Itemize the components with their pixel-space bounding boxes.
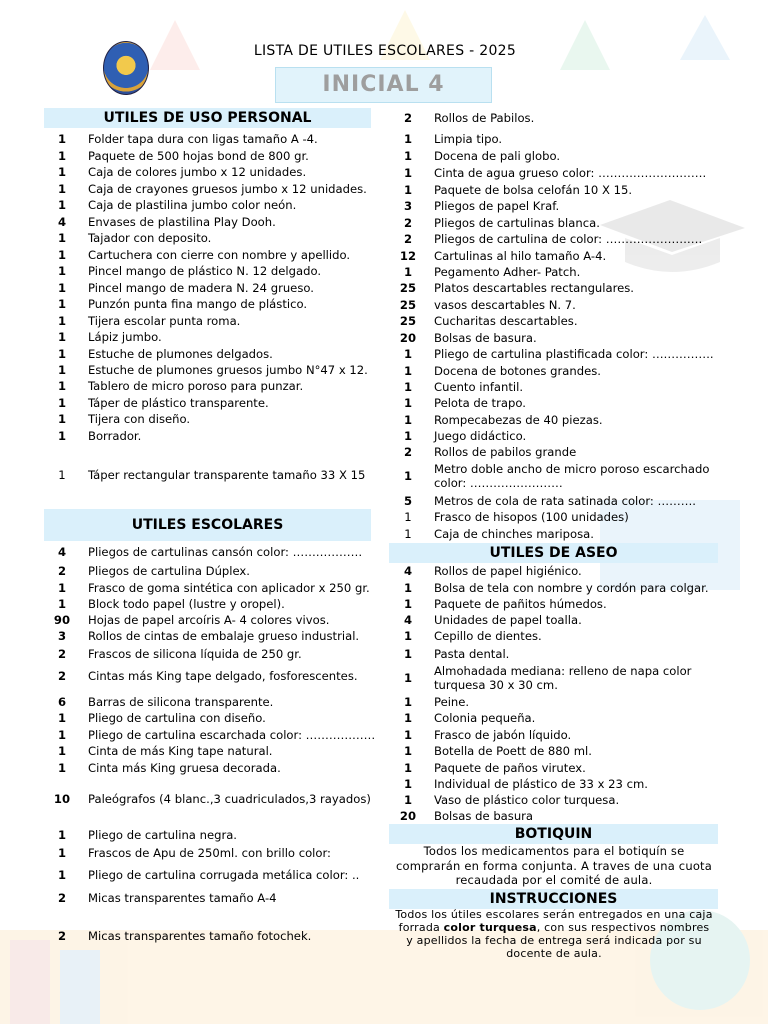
- item-quantity: 1: [57, 728, 67, 742]
- list-item: [48, 378, 378, 394]
- item-description: Peine.: [434, 695, 470, 709]
- item-description: Frasco de hisopos (100 unidades): [434, 510, 629, 524]
- item-description: Rollos de cintas de embalaje grueso industrial.: [88, 629, 360, 643]
- item-quantity: 1: [57, 868, 67, 882]
- item-quantity: 1: [403, 629, 413, 643]
- item-description: Paquete de paños virutex.: [434, 761, 586, 775]
- item-quantity: 1: [57, 165, 67, 179]
- list-item: [394, 313, 719, 329]
- list-item: [394, 363, 719, 379]
- section-heading-escolares: UTILES ESCOLARES: [44, 509, 371, 541]
- item-quantity: 5: [403, 494, 413, 508]
- item-description: Caja de chinches mariposa.: [434, 527, 594, 541]
- list-item: [394, 198, 719, 214]
- item-quantity: 4: [57, 545, 67, 559]
- item-quantity: 12: [399, 249, 417, 263]
- item-quantity: 10: [53, 792, 71, 806]
- instrucciones-text-bold: color turquesa: [443, 921, 537, 934]
- item-quantity: 1: [57, 396, 67, 410]
- item-quantity: 2: [403, 216, 413, 230]
- item-quantity: 20: [399, 809, 417, 823]
- item-quantity: 6: [57, 695, 67, 709]
- item-quantity: 1: [403, 793, 413, 807]
- item-quantity: 1: [57, 429, 67, 443]
- item-description: Cepillo de dientes.: [434, 629, 542, 643]
- item-description: Cinta de agua grueso color: ……………………….: [434, 166, 707, 180]
- item-description: Bolsas de basura.: [434, 331, 537, 345]
- list-item: [394, 148, 719, 164]
- item-description: Caja de colores jumbo x 12 unidades.: [88, 165, 307, 179]
- list-item: [48, 181, 378, 197]
- item-description: Platos descartables rectangulares.: [434, 281, 634, 295]
- list-item: [48, 467, 378, 483]
- item-quantity: 1: [57, 581, 67, 595]
- list-item: [394, 428, 719, 444]
- list-item: [394, 628, 719, 644]
- list-item: [394, 526, 719, 542]
- list-item: [394, 694, 719, 710]
- list-item: [48, 428, 378, 444]
- list-item: [48, 148, 378, 164]
- item-description: Cartuchera con cierre con nombre y apellido.: [88, 248, 351, 262]
- item-description: Tijera con diseño.: [88, 412, 191, 426]
- item-description: Tajador con deposito.: [88, 231, 212, 245]
- item-quantity: 1: [403, 647, 413, 661]
- item-description: Táper rectangular transparente tamaño 33 X 15: [88, 468, 366, 482]
- list-item: [48, 646, 378, 662]
- list-item: [48, 197, 378, 213]
- item-quantity: 1: [403, 581, 413, 595]
- item-quantity: 1: [403, 597, 413, 611]
- list-item: [394, 110, 719, 126]
- list-item: [48, 280, 378, 296]
- list-item: [48, 928, 378, 944]
- item-quantity: 90: [53, 613, 71, 627]
- list-item: [394, 264, 719, 280]
- item-description: Limpia tipo.: [434, 132, 503, 146]
- item-quantity: 4: [57, 215, 67, 229]
- item-description: vasos descartables N. 7.: [434, 298, 576, 312]
- item-quantity: 1: [403, 777, 413, 791]
- item-description: Cinta más King gruesa decorada.: [88, 761, 281, 775]
- item-quantity: 1: [57, 828, 67, 842]
- list-item: [48, 411, 378, 427]
- item-description: Pliegos de cartulina Dúplex.: [88, 564, 250, 578]
- item-description: Hojas de papel arcoíris A- 4 colores vivos.: [88, 613, 330, 627]
- item-description: Paquete de pañitos húmedos.: [434, 597, 607, 611]
- item-quantity: 1: [404, 527, 412, 541]
- list-item: [394, 131, 719, 147]
- item-quantity: 2: [57, 669, 67, 683]
- item-quantity: 1: [404, 510, 412, 524]
- school-logo: [103, 41, 149, 95]
- item-description: Estuche de plumones gruesos jumbo N°47 x 12.: [88, 363, 368, 377]
- item-quantity: 1: [57, 314, 67, 328]
- item-description: Metros de cola de rata satinada color: ……….: [434, 494, 696, 508]
- item-quantity: 25: [399, 298, 417, 312]
- item-quantity: 1: [403, 132, 413, 146]
- item-quantity: 1: [57, 132, 67, 146]
- list-item: [48, 346, 378, 362]
- item-description: Pasta dental.: [434, 647, 510, 661]
- item-quantity: 1: [403, 347, 413, 361]
- list-item: [394, 248, 719, 264]
- item-quantity: 1: [57, 198, 67, 212]
- list-item: [394, 563, 719, 579]
- item-description: Paquete de 500 hojas bond de 800 gr.: [88, 149, 309, 163]
- item-description: Tijera escolar punta roma.: [88, 314, 241, 328]
- item-description: Paleógrafos (4 blanc.,3 cuadriculados,3 rayados): [88, 792, 371, 806]
- list-item: [48, 612, 378, 628]
- list-item: [48, 263, 378, 279]
- list-item: [394, 808, 719, 824]
- item-description: Bolsa de tela con nombre y cordón para colgar.: [434, 581, 709, 595]
- item-quantity: 1: [57, 231, 67, 245]
- item-quantity: 1: [403, 695, 413, 709]
- item-description: Juego didáctico.: [434, 429, 527, 443]
- list-item: [48, 329, 378, 345]
- item-description: Pliego de cartulina corrugada metálica color: ..: [88, 868, 360, 882]
- item-description: Cartulinas al hilo tamaño A-4.: [434, 249, 607, 263]
- item-quantity: 1: [403, 166, 413, 180]
- item-description: Almohadada mediana: relleno de napa color turquesa 30 x 30 cm.: [434, 664, 692, 692]
- item-description: Caja de crayones gruesos jumbo x 12 unidades.: [88, 182, 367, 196]
- list-item: [394, 460, 719, 492]
- item-description: Pliegos de cartulinas blanca.: [434, 216, 600, 230]
- item-description: Tablero de micro poroso para punzar.: [88, 379, 304, 393]
- list-item: [394, 612, 719, 628]
- section-heading-aseo: UTILES DE ASEO: [389, 543, 718, 563]
- item-quantity: 1: [57, 281, 67, 295]
- item-description: Envases de plastilina Play Dooh.: [88, 215, 276, 229]
- item-description: Frasco de jabón líquido.: [434, 728, 572, 742]
- item-description: Individual de plástico de 33 x 23 cm.: [434, 777, 648, 791]
- item-description: Cinta de más King tape natural.: [88, 744, 273, 758]
- item-description: Frascos de Apu de 250ml. con brillo color:: [88, 846, 331, 860]
- list-item: [48, 867, 378, 883]
- list-item: [394, 182, 719, 198]
- list-item: [48, 743, 378, 759]
- list-item: [394, 444, 719, 460]
- list-item: [394, 297, 719, 313]
- item-quantity: 1: [403, 413, 413, 427]
- section-heading-personal: UTILES DE USO PERSONAL: [44, 108, 371, 128]
- list-item: [48, 727, 378, 743]
- item-quantity: 1: [57, 711, 67, 725]
- list-item: [394, 662, 719, 694]
- item-quantity: 1: [57, 264, 67, 278]
- item-description: Pliegos de papel Kraf.: [434, 199, 560, 213]
- list-item: [48, 791, 378, 807]
- item-description: Metro doble ancho de micro poroso escarchado color: ……………………: [434, 462, 710, 490]
- item-quantity: 2: [403, 111, 413, 125]
- list-item: [394, 792, 719, 808]
- list-item: [394, 346, 719, 362]
- list-item: [394, 580, 719, 596]
- list-item: [394, 412, 719, 428]
- item-description: Estuche de plumones delgados.: [88, 347, 273, 361]
- item-quantity: 1: [403, 396, 413, 410]
- item-description: Pliego de cartulina con diseño.: [88, 711, 266, 725]
- list-item: [48, 628, 378, 644]
- botiquin-text: Todos los medicamentos para el botiquín se comprarán en forma conjunta. A traves de una cuota recaudada por el comité de aula.: [395, 844, 713, 887]
- item-quantity: 2: [403, 445, 413, 459]
- item-description: Cintas más King tape delgado, fosforescentes.: [88, 669, 358, 683]
- document-title: LISTA DE UTILES ESCOLARES - 2025: [253, 43, 517, 59]
- item-description: Cuento infantil.: [434, 380, 524, 394]
- list-item: [48, 668, 378, 684]
- item-description: Docena de pali globo.: [434, 149, 561, 163]
- item-quantity: 4: [403, 564, 413, 578]
- item-description: Pliego de cartulina negra.: [88, 828, 237, 842]
- item-description: Rollos de Pabilos.: [434, 111, 535, 125]
- item-quantity: 2: [57, 929, 67, 943]
- instrucciones-text: [395, 908, 713, 960]
- item-description: Frasco de goma sintética con aplicador x 250 gr.: [88, 581, 370, 595]
- item-description: Colonia pequeña.: [434, 711, 536, 725]
- list-item: [394, 231, 719, 247]
- list-item: [394, 379, 719, 395]
- level-title: INICIAL 4: [275, 67, 492, 103]
- item-quantity: 1: [403, 761, 413, 775]
- item-description: Pliego de cartulina escarchada color: ………………: [88, 728, 376, 742]
- list-item: [394, 646, 719, 662]
- section-heading-instrucciones: INSTRUCCIONES: [389, 889, 718, 909]
- item-description: Botella de Poett de 880 ml.: [434, 744, 592, 758]
- list-item: [48, 395, 378, 411]
- item-description: Pliegos de cartulina de color: …………………….: [434, 232, 703, 246]
- list-item: [394, 330, 719, 346]
- list-item: [394, 760, 719, 776]
- list-item: [48, 544, 378, 560]
- item-quantity: 1: [403, 711, 413, 725]
- item-quantity: 1: [403, 429, 413, 443]
- list-item: [394, 509, 719, 525]
- list-item: [48, 563, 378, 579]
- item-description: Borrador.: [88, 429, 142, 443]
- item-description: Rollos de papel higiénico.: [434, 564, 582, 578]
- list-item: [48, 580, 378, 596]
- list-item: [394, 596, 719, 612]
- item-quantity: 2: [403, 232, 413, 246]
- item-quantity: 1: [403, 364, 413, 378]
- item-description: Micas transparentes tamaño fotochek.: [88, 929, 312, 943]
- list-item: [48, 362, 378, 378]
- item-quantity: 1: [57, 412, 67, 426]
- item-quantity: 2: [57, 891, 67, 905]
- item-description: Unidades de papel toalla.: [434, 613, 582, 627]
- item-description: Bolsas de basura: [434, 809, 534, 823]
- item-description: Vaso de plástico color turquesa.: [434, 793, 620, 807]
- section-heading-botiquin: BOTIQUIN: [389, 824, 718, 844]
- item-description: Lápiz jumbo.: [88, 330, 162, 344]
- list-item: [48, 710, 378, 726]
- list-item: [394, 776, 719, 792]
- list-item: [48, 760, 378, 776]
- item-description: Pincel mango de plástico N. 12 delgado.: [88, 264, 322, 278]
- item-quantity: 1: [403, 380, 413, 394]
- item-description: Frascos de silicona líquida de 250 gr.: [88, 647, 302, 661]
- item-description: Rollos de pabilos grande: [434, 445, 577, 459]
- item-description: Pliego de cartulina plastificada color: …………….: [434, 347, 714, 361]
- item-quantity: 1: [57, 347, 67, 361]
- list-item: [48, 694, 378, 710]
- item-quantity: 1: [57, 379, 67, 393]
- item-quantity: 1: [57, 597, 67, 611]
- item-quantity: 3: [403, 199, 413, 213]
- item-quantity: 1: [403, 744, 413, 758]
- list-item: [48, 247, 378, 263]
- list-item: [48, 827, 378, 843]
- list-item: [394, 165, 719, 181]
- item-description: Rompecabezas de 40 piezas.: [434, 413, 603, 427]
- item-quantity: 20: [399, 331, 417, 345]
- item-description: Pegamento Adher- Patch.: [434, 265, 581, 279]
- item-description: Micas transparentes tamaño A-4: [88, 891, 277, 905]
- item-description: Caja de plastilina jumbo color neón.: [88, 198, 297, 212]
- instrucciones-text-after: , con sus respectivos nombres y apellidos la fecha de entrega será indicada por su docente de aula.: [406, 921, 710, 960]
- item-quantity: 1: [58, 468, 66, 482]
- item-description: Folder tapa dura con ligas tamaño A -4.: [88, 132, 318, 146]
- item-quantity: 1: [57, 744, 67, 758]
- item-description: Táper de plástico transparente.: [88, 396, 269, 410]
- item-quantity: 4: [403, 613, 413, 627]
- item-description: Barras de silicona transparente.: [88, 695, 274, 709]
- instrucciones-text-before: Todos los útiles escolares serán entregados en una caja forrada: [395, 908, 713, 934]
- item-quantity: 1: [57, 182, 67, 196]
- item-description: Docena de botones grandes.: [434, 364, 601, 378]
- item-quantity: 25: [399, 314, 417, 328]
- list-item: [48, 596, 378, 612]
- item-description: Punzón punta fina mango de plástico.: [88, 297, 308, 311]
- item-quantity: 1: [403, 469, 413, 483]
- list-item: [48, 214, 378, 230]
- item-quantity: 1: [57, 297, 67, 311]
- item-quantity: 1: [403, 671, 413, 685]
- list-item: [394, 493, 719, 509]
- list-item: [48, 131, 378, 147]
- item-description: Pincel mango de madera N. 24 grueso.: [88, 281, 314, 295]
- list-item: [48, 890, 378, 906]
- list-item: [394, 710, 719, 726]
- item-quantity: 1: [403, 728, 413, 742]
- item-description: Paquete de bolsa celofán 10 X 15.: [434, 183, 633, 197]
- item-quantity: 2: [57, 647, 67, 661]
- item-quantity: 1: [403, 149, 413, 163]
- item-quantity: 1: [57, 330, 67, 344]
- item-quantity: 25: [399, 281, 417, 295]
- list-item: [394, 727, 719, 743]
- list-item: [394, 215, 719, 231]
- item-quantity: 3: [57, 629, 67, 643]
- list-item: [48, 230, 378, 246]
- list-item: [48, 296, 378, 312]
- list-item: [394, 280, 719, 296]
- item-description: Block todo papel (lustre y oropel).: [88, 597, 285, 611]
- list-item: [394, 395, 719, 411]
- item-quantity: 1: [57, 248, 67, 262]
- item-quantity: 1: [403, 265, 413, 279]
- item-quantity: 2: [57, 564, 67, 578]
- list-item: [48, 313, 378, 329]
- item-description: Cucharitas descartables.: [434, 314, 578, 328]
- item-quantity: 1: [57, 363, 67, 377]
- item-quantity: 1: [57, 149, 67, 163]
- item-description: Pelota de trapo.: [434, 396, 526, 410]
- list-item: [48, 845, 378, 861]
- item-quantity: 1: [403, 183, 413, 197]
- list-item: [48, 164, 378, 180]
- item-quantity: 1: [57, 761, 67, 775]
- item-description: Pliegos de cartulinas cansón color: ………………: [88, 545, 363, 559]
- list-item: [394, 743, 719, 759]
- item-quantity: 1: [57, 846, 67, 860]
